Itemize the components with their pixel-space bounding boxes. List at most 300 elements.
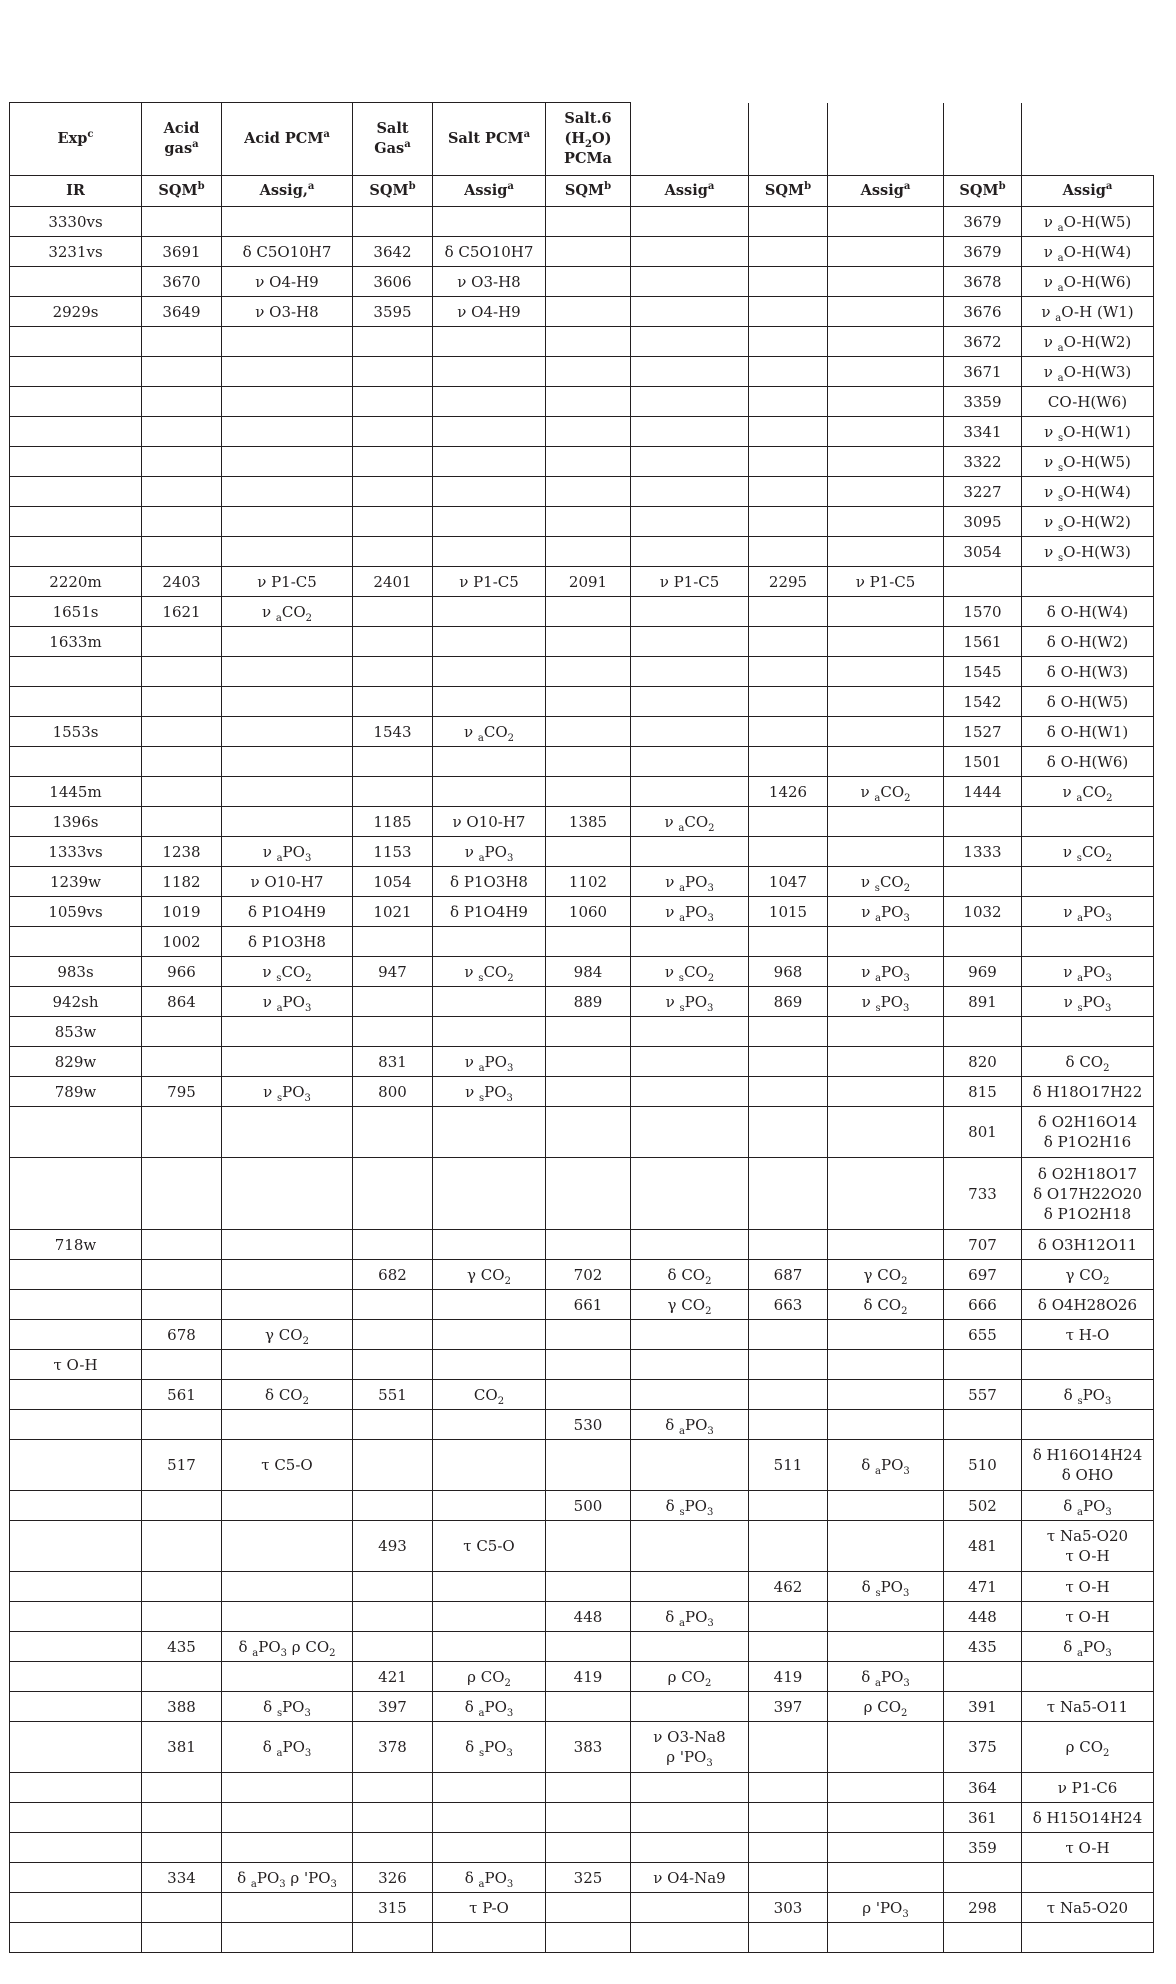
group-header-label: Salt Gas bbox=[374, 120, 409, 157]
assignment-cell: δ P1O3H8 bbox=[433, 867, 546, 897]
assignment-cell bbox=[828, 237, 944, 267]
ir-cell: 1445m bbox=[10, 777, 142, 807]
header-row-columns bbox=[10, 176, 1154, 207]
frequency-cell: 3095 bbox=[944, 507, 1022, 537]
assignment-cell: τ O-H bbox=[1022, 1602, 1154, 1632]
group-header-9 bbox=[944, 103, 1022, 176]
assignment-cell bbox=[433, 1440, 546, 1491]
assignment-cell bbox=[828, 417, 944, 447]
assignment-cell bbox=[222, 417, 353, 447]
frequency-cell: 815 bbox=[944, 1077, 1022, 1107]
assignment-cell bbox=[631, 627, 749, 657]
table-body bbox=[10, 207, 1154, 1953]
assignment-cell bbox=[222, 1773, 353, 1803]
ir-cell bbox=[10, 1893, 142, 1923]
frequency-cell: 1238 bbox=[142, 837, 222, 867]
ir-cell bbox=[10, 1290, 142, 1320]
column-header-4: Assig$^a$ bbox=[433, 176, 546, 207]
assignment-cell: δ C5O10H7 bbox=[433, 237, 546, 267]
ir-cell bbox=[10, 1491, 142, 1521]
assignment-cell bbox=[433, 1572, 546, 1602]
frequency-cell: 678 bbox=[142, 1320, 222, 1350]
frequency-cell: 3606 bbox=[353, 267, 433, 297]
ir-cell bbox=[10, 1863, 142, 1893]
assignment-cell bbox=[433, 1773, 546, 1803]
assignment-cell bbox=[828, 1833, 944, 1863]
assignment-cell bbox=[433, 1923, 546, 1953]
frequency-cell bbox=[142, 1410, 222, 1440]
frequency-cell bbox=[546, 477, 631, 507]
assignment-cell: ν $_s$O-H(W4) bbox=[1022, 477, 1154, 507]
frequency-cell: 3671 bbox=[944, 357, 1022, 387]
frequency-cell: 1021 bbox=[353, 897, 433, 927]
frequency-cell: 1060 bbox=[546, 897, 631, 927]
frequency-cell: 697 bbox=[944, 1260, 1022, 1290]
table-row bbox=[10, 897, 1154, 927]
group-header-3 bbox=[353, 103, 433, 176]
column-header-1: SQM$^b$ bbox=[142, 176, 222, 207]
frequency-cell bbox=[749, 447, 828, 477]
ir-cell bbox=[10, 747, 142, 777]
assignment-cell: τ C5-O bbox=[433, 1521, 546, 1572]
frequency-cell bbox=[546, 1047, 631, 1077]
assignment-cell: δ $_aPO_3$ ρ '$PO_3$ bbox=[222, 1863, 353, 1893]
frequency-cell bbox=[546, 687, 631, 717]
frequency-cell: 391 bbox=[944, 1692, 1022, 1722]
assignment-cell bbox=[433, 777, 546, 807]
frequency-cell: 1561 bbox=[944, 627, 1022, 657]
table-row bbox=[10, 1722, 1154, 1773]
frequency-cell bbox=[142, 717, 222, 747]
assignment-cell bbox=[828, 807, 944, 837]
column-header-0: IR bbox=[10, 176, 142, 207]
assignment-cell: δ O-H(W3) bbox=[1022, 657, 1154, 687]
frequency-cell: 517 bbox=[142, 1440, 222, 1491]
frequency-cell bbox=[353, 1158, 433, 1230]
assignment-cell: γ $CO_2$ bbox=[1022, 1260, 1154, 1290]
table-row bbox=[10, 927, 1154, 957]
group-header-label: Acid PCM bbox=[244, 130, 324, 147]
table-row bbox=[10, 477, 1154, 507]
assignment-cell bbox=[631, 657, 749, 687]
table-row bbox=[10, 417, 1154, 447]
frequency-cell: 510 bbox=[944, 1440, 1022, 1491]
ir-cell bbox=[10, 1833, 142, 1863]
assignment-cell bbox=[433, 627, 546, 657]
footnote-marker: a bbox=[507, 181, 514, 192]
frequency-cell bbox=[749, 927, 828, 957]
assignment-cell bbox=[828, 1158, 944, 1230]
frequency-cell: 1182 bbox=[142, 867, 222, 897]
assignment-cell bbox=[828, 1803, 944, 1833]
frequency-cell: 1570 bbox=[944, 597, 1022, 627]
footnote-marker: a bbox=[707, 181, 715, 192]
assignment-cell: δ $_aPO_3$ bbox=[631, 1602, 749, 1632]
footnote-marker: b bbox=[197, 181, 205, 192]
group-header-10 bbox=[1022, 103, 1154, 176]
assignment-cell: δ H15O14H24 bbox=[1022, 1803, 1154, 1833]
assignment-cell: ν O3-H8 bbox=[222, 297, 353, 327]
frequency-cell bbox=[546, 1521, 631, 1572]
assignment-cell bbox=[631, 1350, 749, 1380]
frequency-cell: 530 bbox=[546, 1410, 631, 1440]
assignment-cell: ν $_aCO_2$ bbox=[1022, 777, 1154, 807]
frequency-cell bbox=[546, 627, 631, 657]
assignment-cell: ν $_s$O-H(W1) bbox=[1022, 417, 1154, 447]
frequency-cell bbox=[749, 1803, 828, 1833]
frequency-cell: 966 bbox=[142, 957, 222, 987]
frequency-cell bbox=[142, 357, 222, 387]
frequency-cell: 1621 bbox=[142, 597, 222, 627]
table-row bbox=[10, 537, 1154, 567]
assignment-cell: ν O3-H8 bbox=[433, 267, 546, 297]
assignment-cell bbox=[631, 927, 749, 957]
ir-cell bbox=[10, 1410, 142, 1440]
group-header-7 bbox=[749, 103, 828, 176]
frequency-cell: 1543 bbox=[353, 717, 433, 747]
table-row bbox=[10, 657, 1154, 687]
assignment-cell bbox=[433, 657, 546, 687]
frequency-cell bbox=[142, 1017, 222, 1047]
ir-cell bbox=[10, 927, 142, 957]
table-row bbox=[10, 207, 1154, 237]
frequency-cell: 397 bbox=[749, 1692, 828, 1722]
footnote-marker: b bbox=[408, 181, 416, 192]
frequency-cell bbox=[546, 207, 631, 237]
assignment-cell bbox=[433, 1017, 546, 1047]
frequency-cell: 557 bbox=[944, 1380, 1022, 1410]
table-row bbox=[10, 1863, 1154, 1893]
frequency-cell: 462 bbox=[749, 1572, 828, 1602]
assignment-cell bbox=[828, 447, 944, 477]
table-row bbox=[10, 327, 1154, 357]
assignment-cell: δ $_sPO_3$ bbox=[433, 1722, 546, 1773]
assignment-cell bbox=[433, 1833, 546, 1863]
table-row bbox=[10, 1833, 1154, 1863]
table-row bbox=[10, 1521, 1154, 1572]
group-header-4 bbox=[433, 103, 546, 176]
frequency-cell: 1047 bbox=[749, 867, 828, 897]
assignment-cell bbox=[222, 1893, 353, 1923]
assignment-cell bbox=[222, 1833, 353, 1863]
assignment-cell bbox=[222, 657, 353, 687]
assignment-cell bbox=[222, 627, 353, 657]
assignment-cell: δ $_aPO_3$ bbox=[433, 1863, 546, 1893]
table-row bbox=[10, 387, 1154, 417]
assignment-cell bbox=[433, 1290, 546, 1320]
assignment-cell bbox=[631, 747, 749, 777]
assignment-cell: δ $CO_2$ bbox=[631, 1260, 749, 1290]
assignment-cell: ν $_s$O-H(W2) bbox=[1022, 507, 1154, 537]
frequency-cell bbox=[546, 927, 631, 957]
ir-cell bbox=[10, 1692, 142, 1722]
frequency-cell: 1501 bbox=[944, 747, 1022, 777]
frequency-cell bbox=[546, 837, 631, 867]
frequency-cell bbox=[142, 537, 222, 567]
assignment-cell bbox=[433, 207, 546, 237]
frequency-cell bbox=[546, 1077, 631, 1107]
column-header-8: Assig$^a$ bbox=[828, 176, 944, 207]
frequency-cell: 421 bbox=[353, 1662, 433, 1692]
frequency-cell bbox=[353, 1230, 433, 1260]
ir-cell bbox=[10, 1773, 142, 1803]
assignment-cell bbox=[222, 537, 353, 567]
frequency-cell bbox=[546, 747, 631, 777]
ir-cell: 789w bbox=[10, 1077, 142, 1107]
assignment-cell bbox=[433, 1230, 546, 1260]
frequency-cell bbox=[546, 1017, 631, 1047]
assignment-cell bbox=[222, 447, 353, 477]
footnote-marker: a bbox=[192, 139, 199, 150]
frequency-cell: 481 bbox=[944, 1521, 1022, 1572]
group-header-5 bbox=[546, 103, 631, 176]
assignment-cell bbox=[222, 1230, 353, 1260]
assignment-cell bbox=[631, 507, 749, 537]
frequency-cell bbox=[546, 1893, 631, 1923]
ir-cell bbox=[10, 1803, 142, 1833]
frequency-cell bbox=[546, 1440, 631, 1491]
ir-cell: 1651s bbox=[10, 597, 142, 627]
frequency-cell: 1019 bbox=[142, 897, 222, 927]
table-row bbox=[10, 567, 1154, 597]
assignment-cell bbox=[222, 1923, 353, 1953]
ir-cell bbox=[10, 1923, 142, 1953]
assignment-cell bbox=[433, 357, 546, 387]
frequency-cell bbox=[353, 507, 433, 537]
group-header-label: Exp bbox=[57, 130, 88, 147]
assignment-cell bbox=[433, 747, 546, 777]
assignment-cell bbox=[828, 657, 944, 687]
frequency-cell: 2403 bbox=[142, 567, 222, 597]
assignment-cell bbox=[828, 687, 944, 717]
frequency-cell bbox=[944, 867, 1022, 897]
frequency-cell bbox=[749, 807, 828, 837]
assignment-cell: ρ $CO_2$ bbox=[631, 1662, 749, 1692]
assignment-cell: ν $_sCO_2$ bbox=[222, 957, 353, 987]
frequency-cell: 1054 bbox=[353, 867, 433, 897]
assignment-cell: τ P-O bbox=[433, 1893, 546, 1923]
frequency-cell bbox=[353, 1923, 433, 1953]
frequency-cell bbox=[749, 1863, 828, 1893]
frequency-cell bbox=[749, 837, 828, 867]
frequency-cell: 1385 bbox=[546, 807, 631, 837]
table-row bbox=[10, 687, 1154, 717]
assignment-cell bbox=[1022, 807, 1154, 837]
assignment-cell: ν $_aPO_3$ bbox=[828, 897, 944, 927]
column-header-9: SQM$^b$ bbox=[944, 176, 1022, 207]
frequency-cell: 561 bbox=[142, 1380, 222, 1410]
assignment-cell bbox=[828, 1722, 944, 1773]
assignment-cell bbox=[222, 1290, 353, 1320]
table-row bbox=[10, 1017, 1154, 1047]
ir-cell bbox=[10, 1380, 142, 1410]
ir-cell bbox=[10, 327, 142, 357]
ir-cell: 1059vs bbox=[10, 897, 142, 927]
frequency-cell: 334 bbox=[142, 1863, 222, 1893]
frequency-cell bbox=[142, 1107, 222, 1158]
table-row bbox=[10, 1662, 1154, 1692]
footnote-marker: a bbox=[1105, 181, 1113, 192]
assignment-cell: ρ '$PO_3$ bbox=[828, 1893, 944, 1923]
table-row bbox=[10, 1893, 1154, 1923]
frequency-cell: 3322 bbox=[944, 447, 1022, 477]
frequency-cell: 3341 bbox=[944, 417, 1022, 447]
frequency-cell bbox=[353, 1773, 433, 1803]
assignment-cell bbox=[222, 357, 353, 387]
assignment-cell: $CO_2$ bbox=[433, 1380, 546, 1410]
assignment-cell bbox=[1022, 1017, 1154, 1047]
frequency-cell bbox=[546, 1380, 631, 1410]
assignment-cell bbox=[222, 1803, 353, 1833]
frequency-cell: 1002 bbox=[142, 927, 222, 957]
group-header-8 bbox=[828, 103, 944, 176]
frequency-cell bbox=[749, 297, 828, 327]
frequency-cell bbox=[142, 1158, 222, 1230]
frequency-cell bbox=[353, 327, 433, 357]
assignment-cell: τ Na5-O20 bbox=[1022, 1893, 1154, 1923]
group-header-label: Salt PCM bbox=[447, 130, 524, 147]
assignment-cell bbox=[828, 1773, 944, 1803]
ir-cell bbox=[10, 387, 142, 417]
assignment-cell bbox=[631, 1521, 749, 1572]
frequency-cell: 375 bbox=[944, 1722, 1022, 1773]
assignment-cell: δ O-H(W4) bbox=[1022, 597, 1154, 627]
frequency-cell bbox=[353, 477, 433, 507]
table-row bbox=[10, 1260, 1154, 1290]
frequency-cell bbox=[353, 1350, 433, 1380]
ir-cell bbox=[10, 1260, 142, 1290]
group-header-2 bbox=[222, 103, 353, 176]
assignment-cell bbox=[828, 927, 944, 957]
frequency-cell: 359 bbox=[944, 1833, 1022, 1863]
frequency-cell bbox=[749, 1107, 828, 1158]
frequency-cell: 3054 bbox=[944, 537, 1022, 567]
assignment-cell: ν O4-Na9 bbox=[631, 1863, 749, 1893]
assignment-cell: δ $_sPO_3$ bbox=[222, 1692, 353, 1722]
assignment-cell bbox=[828, 327, 944, 357]
frequency-cell: 733 bbox=[944, 1158, 1022, 1230]
frequency-cell: 1015 bbox=[749, 897, 828, 927]
assignment-cell bbox=[222, 477, 353, 507]
assignment-cell: ν $_s$O-H(W3) bbox=[1022, 537, 1154, 567]
frequency-cell bbox=[142, 1803, 222, 1833]
assignment-cell: ν P1-C6 bbox=[1022, 1773, 1154, 1803]
ir-cell: 983s bbox=[10, 957, 142, 987]
frequency-cell bbox=[546, 327, 631, 357]
frequency-cell: 795 bbox=[142, 1077, 222, 1107]
assignment-cell: δ O-H(W1) bbox=[1022, 717, 1154, 747]
ir-cell bbox=[10, 417, 142, 447]
assignment-cell bbox=[631, 1440, 749, 1491]
frequency-cell: 3672 bbox=[944, 327, 1022, 357]
assignment-cell bbox=[222, 1491, 353, 1521]
frequency-cell: 1333 bbox=[944, 837, 1022, 867]
assignment-cell: δ $CO_2$ bbox=[828, 1290, 944, 1320]
frequency-cell: 889 bbox=[546, 987, 631, 1017]
frequency-cell bbox=[142, 417, 222, 447]
frequency-cell: 707 bbox=[944, 1230, 1022, 1260]
frequency-cell bbox=[546, 1632, 631, 1662]
assignment-cell bbox=[433, 507, 546, 537]
footnote-marker: a bbox=[307, 181, 315, 192]
table-row bbox=[10, 1692, 1154, 1722]
frequency-cell bbox=[546, 1158, 631, 1230]
frequency-cell bbox=[142, 687, 222, 717]
frequency-cell: 2401 bbox=[353, 567, 433, 597]
assignment-cell bbox=[222, 207, 353, 237]
frequency-cell bbox=[749, 1017, 828, 1047]
assignment-cell: ν $_aPO_3$ bbox=[222, 987, 353, 1017]
assignment-cell bbox=[222, 387, 353, 417]
assignment-cell bbox=[828, 717, 944, 747]
frequency-cell: 378 bbox=[353, 1722, 433, 1773]
assignment-cell bbox=[222, 1107, 353, 1158]
frequency-cell bbox=[546, 417, 631, 447]
frequency-cell: 419 bbox=[546, 1662, 631, 1692]
frequency-cell bbox=[944, 1923, 1022, 1953]
frequency-cell bbox=[142, 747, 222, 777]
assignment-cell: τ C5-O bbox=[222, 1440, 353, 1491]
frequency-cell: 511 bbox=[749, 1440, 828, 1491]
table-row bbox=[10, 957, 1154, 987]
frequency-cell bbox=[944, 1662, 1022, 1692]
frequency-cell bbox=[944, 1410, 1022, 1440]
frequency-cell: 3691 bbox=[142, 237, 222, 267]
assignment-cell: τ Na5-O20 τ O-H bbox=[1022, 1521, 1154, 1572]
table-row bbox=[10, 1350, 1154, 1380]
assignment-cell bbox=[828, 1230, 944, 1260]
frequency-cell bbox=[353, 1803, 433, 1833]
assignment-cell bbox=[631, 357, 749, 387]
frequency-cell bbox=[749, 237, 828, 267]
assignment-cell bbox=[222, 1602, 353, 1632]
frequency-cell bbox=[749, 1320, 828, 1350]
assignment-cell bbox=[828, 1380, 944, 1410]
frequency-cell bbox=[944, 807, 1022, 837]
frequency-cell bbox=[353, 987, 433, 1017]
assignment-cell: ν $_sPO_3$ bbox=[222, 1077, 353, 1107]
assignment-cell bbox=[631, 387, 749, 417]
frequency-cell bbox=[546, 507, 631, 537]
frequency-cell bbox=[353, 657, 433, 687]
frequency-cell: 661 bbox=[546, 1290, 631, 1320]
assignment-cell: ν $_aCO_2$ bbox=[433, 717, 546, 747]
frequency-cell bbox=[546, 267, 631, 297]
table-row bbox=[10, 1320, 1154, 1350]
frequency-cell bbox=[546, 1350, 631, 1380]
frequency-cell bbox=[749, 657, 828, 687]
frequency-cell bbox=[353, 687, 433, 717]
assignment-cell: τ O-H bbox=[1022, 1572, 1154, 1602]
assignment-cell bbox=[631, 327, 749, 357]
assignment-cell bbox=[222, 1662, 353, 1692]
frequency-cell: 3679 bbox=[944, 207, 1022, 237]
assignment-cell: δ O-H(W6) bbox=[1022, 747, 1154, 777]
frequency-cell bbox=[749, 1077, 828, 1107]
frequency-cell bbox=[353, 1572, 433, 1602]
frequency-cell bbox=[546, 1803, 631, 1833]
assignment-cell bbox=[433, 537, 546, 567]
frequency-cell: 682 bbox=[353, 1260, 433, 1290]
frequency-cell bbox=[749, 507, 828, 537]
table-row bbox=[10, 1803, 1154, 1833]
table-row bbox=[10, 777, 1154, 807]
assignment-cell bbox=[433, 1350, 546, 1380]
ir-cell bbox=[10, 357, 142, 387]
frequency-cell bbox=[546, 1572, 631, 1602]
assignment-cell: γ $CO_2$ bbox=[433, 1260, 546, 1290]
frequency-cell bbox=[142, 1602, 222, 1632]
